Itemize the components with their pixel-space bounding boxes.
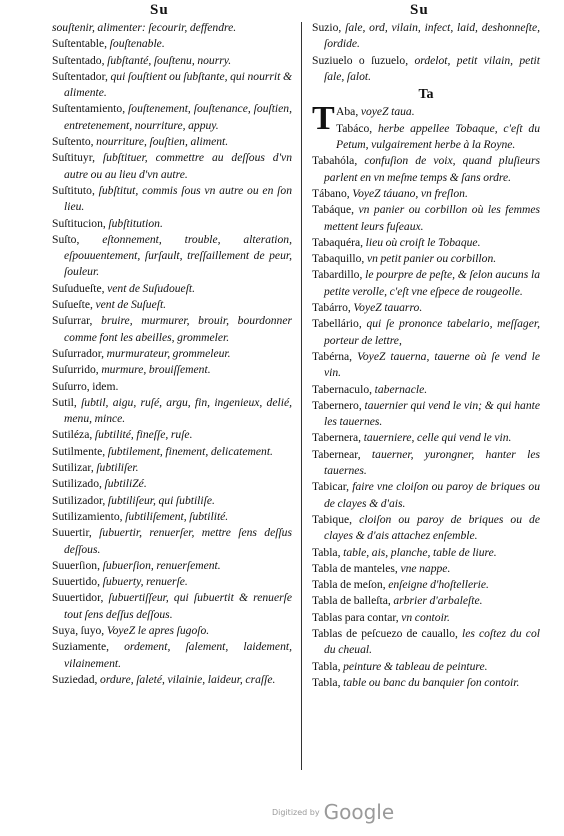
definition: herbe appellee Tobaque, c'eſt du Petum, vulgairement herbe à la Royne.: [336, 121, 540, 152]
dictionary-entry: [52, 460, 292, 476]
dictionary-entry: [52, 493, 292, 509]
dictionary-entry: [312, 153, 540, 186]
definition: ſouſtenement, ſouſtenance, ſouſtien, entretenement, nourriture, appuy.: [64, 102, 292, 132]
dictionary-entry: [312, 20, 540, 53]
dictionary-entry: [52, 476, 292, 492]
dictionary-entry: [52, 427, 292, 443]
headword: Suſurrido,: [52, 363, 99, 377]
dictionary-entry: [52, 150, 292, 183]
headword: Tabla,: [312, 659, 341, 673]
definition: les coſtez du col du cheual.: [324, 626, 540, 657]
definition: tabernacle.: [374, 382, 428, 396]
dictionary-entry: [52, 101, 292, 134]
headword: Tabellário,: [312, 317, 362, 331]
definition: vne nappe.: [400, 561, 451, 575]
definition: nourriture, ſouſtien, aliment.: [96, 135, 229, 149]
definition: lieu où croiſt le Tobaque.: [365, 235, 481, 249]
headword: Tabernero,: [312, 398, 362, 412]
digitized-watermark: [272, 800, 422, 824]
drop-cap: T: [312, 100, 335, 138]
dictionary-entry: [312, 593, 540, 609]
dictionary-entry: [312, 561, 540, 577]
definition: table ou banc du banquier ſon contoir.: [343, 675, 520, 689]
dictionary-entry: [52, 281, 292, 297]
definition: ſubtiliſer.: [96, 461, 139, 475]
definition: ſubuertir, renuerſer, mettre ſens deſſus deſſous.: [64, 526, 292, 556]
definition: peinture & tableau de peinture.: [343, 659, 488, 673]
dictionary-entry: [312, 512, 540, 545]
definition: VoyeZ táuano, vn freſlon.: [352, 186, 468, 200]
definition: faire vne cloiſon ou paroy de briques ou de clayes & d'ais.: [324, 480, 540, 510]
headword: Sutilizador,: [52, 493, 106, 507]
definition: vent de Suſueſt.: [95, 298, 167, 312]
definition: voyeZ taua.: [360, 105, 415, 119]
dictionary-entry: [52, 639, 292, 672]
definition: ſubſtitution.: [108, 216, 163, 230]
headword: Suſtituto,: [52, 183, 95, 197]
dictionary-entry: [312, 300, 540, 316]
dictionary-entry: [52, 313, 292, 346]
dictionary-entry: [312, 235, 540, 251]
definition: ſubuerty, renuerſe.: [102, 575, 188, 589]
definition: ſubtiliZé.: [104, 477, 147, 491]
headword: Tabla de meſon,: [312, 578, 386, 592]
column-divider: [301, 22, 302, 770]
headword: Suſtituyr,: [52, 151, 96, 165]
section-heading: Ta: [418, 87, 434, 103]
watermark-prefix: Digitized by: [272, 808, 320, 817]
definition: ſale, ord, vilain, infect, laid, deshonneſte, ſordide.: [324, 21, 540, 51]
definition: tauerniere, celle qui vend le vin.: [363, 431, 512, 445]
su-entries: [312, 20, 540, 85]
dictionary-entry: [312, 398, 540, 431]
headword: Suſtitucion,: [52, 216, 106, 230]
definition: souſtenir, alimenter: ſecourir, deffendre.: [52, 21, 237, 34]
definition: vn contoir.: [401, 610, 450, 624]
definition: tauerner, yurongner, hanter les tauernes.: [324, 447, 540, 478]
headword: Tabicar,: [312, 480, 350, 494]
headword: Suya, ſuyo,: [52, 623, 105, 637]
definition: ſubtil, aigu, ruſé, argu, fin, ingenieux, delié, menu, mince.: [64, 395, 292, 426]
dictionary-entry: [312, 626, 540, 659]
headword: Suuerſion,: [52, 558, 100, 572]
dictionary-entry: [312, 430, 540, 446]
definition: eſtonnement, trouble, alteration, eſpouuentement, ſurſault, treſſaillement de peur, ſouleur.: [64, 232, 292, 279]
headword: Suſtentador,: [52, 69, 108, 83]
headword: Suſurro, idem.: [52, 379, 119, 393]
definition: table, ais, planche, table de liure.: [343, 545, 497, 559]
dictionary-entry: [52, 20, 292, 36]
dictionary-entry: [52, 395, 292, 428]
definition: murmurateur, grommeleur.: [106, 346, 231, 360]
headword: Tabernaculo,: [312, 382, 373, 396]
dictionary-entry: [312, 316, 540, 349]
headword: Tabla de manteles,: [312, 561, 398, 575]
headword: Sutilizamiento,: [52, 509, 123, 523]
headword: Sutilizado,: [52, 477, 102, 491]
headword: Suſurrador,: [52, 346, 105, 360]
dictionary-entry: [312, 53, 540, 86]
headword: Tabérna,: [312, 349, 353, 363]
headword: Suſueſte,: [52, 298, 93, 312]
definition: ſubſtitut, commis ſous vn autre ou en ſon lieu.: [64, 183, 292, 214]
headword: Suſtento,: [52, 135, 94, 149]
headword: Sutilizar,: [52, 461, 94, 475]
definition: qui ſe prononce tabelario, meſſager, porteur de lettre,: [324, 317, 540, 347]
definition: le pourpre de peſte, & ſelon aucuns la petite verolle, c'eſt vne eſpece de rougeolle.: [324, 268, 540, 298]
headword: Tabla,: [312, 545, 341, 559]
headword: Tabique,: [312, 512, 353, 526]
headword: Tabla,: [312, 675, 341, 689]
dictionary-entry: [52, 134, 292, 150]
definition: VoyeZ tauarro.: [353, 301, 423, 315]
headword: Suſudueſte,: [52, 281, 105, 295]
headword: Tábano,: [312, 186, 350, 200]
definition: ordement, ſalement, laidement, vilainement.: [64, 640, 292, 670]
definition: arbrier d'arbaleſte.: [393, 594, 483, 608]
definition: ſubuerſion, renuerſement.: [102, 558, 221, 572]
dictionary-entry: [52, 558, 292, 574]
definition: VoyeZ tauerna, tauerne où ſe vend le vin.: [324, 349, 540, 380]
definition: ſubtiliſeur, qui ſubtiliſe.: [107, 493, 215, 507]
headword: Tablas para contar,: [312, 610, 399, 624]
ta-entries: [312, 100, 540, 691]
headword: Suſurrar,: [52, 314, 93, 328]
dictionary-entry: [52, 297, 292, 313]
dictionary-entry: [52, 53, 292, 69]
definition: vn panier ou corbillon où les femmes mettent leurs fuſeaux.: [324, 203, 540, 233]
definition: tauernier qui vend le vin; & qui hante les tauernes.: [324, 398, 540, 429]
definition: ſubuertiſſeur, qui ſubuertit & renuerſe tout ſens deſſus deſſous.: [64, 591, 292, 621]
headword: Tablas de peſcuezo de cauallo,: [312, 626, 458, 640]
definition: ſouſtenable.: [109, 37, 165, 51]
definition: ſubtiliſement, ſubtilité.: [125, 509, 229, 523]
headword: Suuertidor,: [52, 591, 104, 605]
left-column: [52, 20, 292, 688]
running-head-left: Su: [150, 2, 169, 18]
dictionary-entry: [312, 675, 540, 691]
headword: Tabernera,: [312, 431, 362, 445]
definition: ordelot, petit vilain, petit ſale, ſalot.: [324, 53, 540, 83]
definition: bruire, murmurer, brouir, bourdonner comme font les abeilles, grommeler.: [64, 314, 292, 344]
dictionary-entry: [312, 251, 540, 267]
dictionary-entry: [52, 672, 292, 688]
google-logo: Google: [323, 800, 395, 824]
definition: confuſion de voix, quand pluſieurs parlent en vn meſme temps & ſans ordre.: [324, 154, 540, 184]
dictionary-entry: [52, 590, 292, 623]
definition: cloiſon ou paroy de briques ou de clayes & d'ais attachez enſemble.: [324, 512, 540, 543]
definition: VoyeZ le apres ſugoſo.: [106, 623, 210, 637]
definition: murmure, brouiſſement.: [101, 363, 211, 377]
dictionary-entry: [52, 623, 292, 639]
headword: Suſtentamiento,: [52, 102, 126, 116]
right-column: [312, 20, 540, 691]
dictionary-entry: [52, 379, 292, 395]
headword: Aba,: [336, 105, 359, 119]
definition: vn petit panier ou corbillon.: [366, 252, 497, 266]
dictionary-entry: [312, 447, 540, 480]
dictionary-entry: [52, 216, 292, 232]
headword: Tabardillo,: [312, 268, 363, 282]
definition: qui ſouſtient ou ſubſtante, qui nourrit & alimente.: [64, 69, 292, 100]
headword: Tabernear,: [312, 447, 361, 461]
headword: Tabahóla,: [312, 154, 358, 168]
definition: ordure, ſaleté, vilainie, laideur, craſſe.: [100, 672, 276, 686]
dictionary-entry: [312, 545, 540, 561]
definition: ſubtilité, fineſſe, ruſe.: [94, 428, 193, 442]
dictionary-entry: [312, 186, 540, 202]
definition: ſubſtituer, commettre au deſſous d'vn autre ou au lieu d'vn autre.: [64, 151, 293, 181]
definition: enſeigne d'hoſtellerie.: [388, 578, 489, 592]
headword: Suſtentado,: [52, 53, 105, 67]
dictionary-entry: [312, 267, 540, 300]
dictionary-entry: [52, 69, 292, 102]
definition: ſubſtanté, ſouſtenu, nourry.: [107, 53, 232, 67]
headword: Suziamente,: [52, 640, 109, 654]
dictionary-entry: [52, 36, 292, 52]
dictionary-entry: [312, 610, 540, 626]
dictionary-entry: [52, 346, 292, 362]
dictionary-entry: [312, 479, 540, 512]
dictionary-entry: [52, 509, 292, 525]
dictionary-entry: [312, 202, 540, 235]
headword: Suziedad,: [52, 672, 98, 686]
dictionary-entry: [52, 525, 292, 558]
headword: Tabaquéra,: [312, 235, 364, 249]
headword: Tabla de balleſta,: [312, 594, 391, 608]
headword: Suuertido,: [52, 575, 100, 589]
running-head-right: Su: [410, 2, 429, 18]
headword: Suuertir,: [52, 526, 92, 540]
headword: Tabárro,: [312, 301, 351, 315]
headword: Suziuelo o ſuzuelo,: [312, 53, 409, 67]
dictionary-entry: [312, 349, 540, 382]
dictionary-entry: [312, 121, 540, 154]
headword: Suſto,: [52, 232, 80, 246]
dictionary-entry: [52, 183, 292, 216]
headword: Suzio,: [312, 21, 342, 34]
headword: Tabaquillo,: [312, 252, 365, 266]
headword: Sutilmente,: [52, 444, 106, 458]
headword: Sutiléza,: [52, 428, 93, 442]
headword: Sutil,: [52, 395, 77, 409]
definition: ſubtilement, finement, delicatement.: [107, 444, 273, 458]
dictionary-entry: [52, 574, 292, 590]
dictionary-entry: [52, 362, 292, 378]
definition: vent de Suſudoueſt.: [107, 281, 196, 295]
headword: Tabáco,: [336, 121, 373, 135]
dictionary-entry: [312, 382, 540, 398]
dictionary-entry: [52, 232, 292, 281]
dictionary-entry: [312, 577, 540, 593]
headword: Tabáque,: [312, 203, 354, 217]
headword: Suſtentable,: [52, 37, 108, 51]
dictionary-entry: [52, 444, 292, 460]
dictionary-entry: [312, 659, 540, 675]
